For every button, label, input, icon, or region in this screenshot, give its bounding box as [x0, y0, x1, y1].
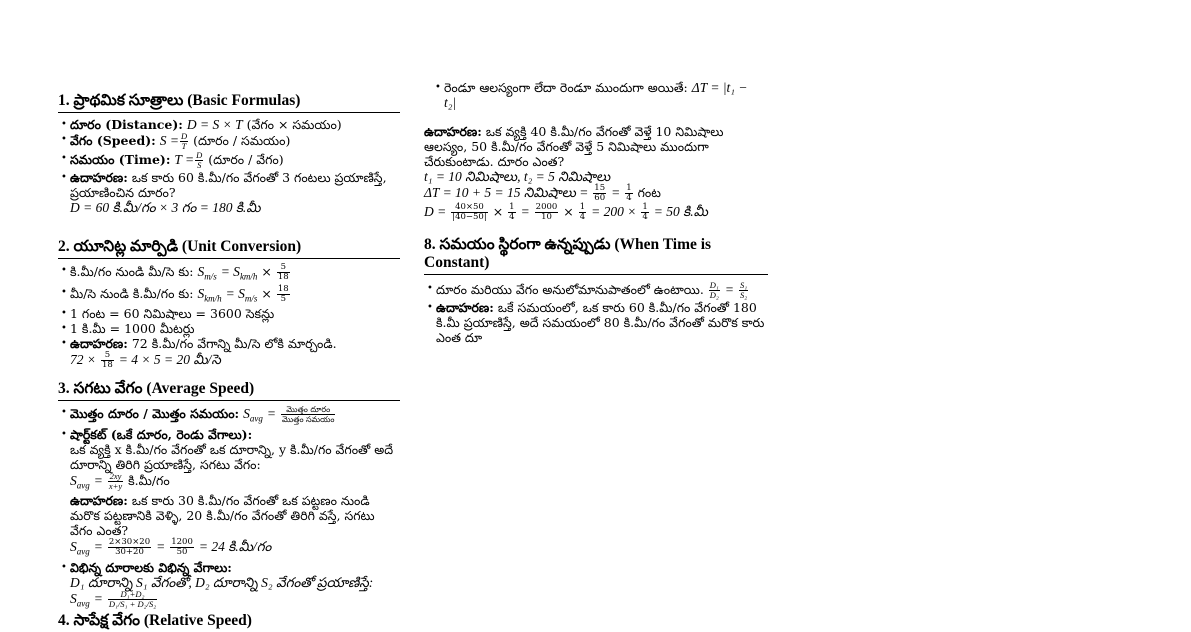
- formula-list: [58, 117, 400, 215]
- section-relative-speed: [58, 612, 400, 632]
- fraction: $\frac{5}{18}$: [277, 262, 289, 282]
- list-item: • విభిన్న దూరాలకు విభిన్న వేగాలు: D₁ దూరాన్ని S₁ వేగంతో, D₂ దూరాన్ని S₂ వేగంతో ప్రయాణిస్తే: $S_{avg}$ = $\frac{\text{D₁+D₂}}{\text{D₁/S₁ + D₂/S₂}}$: [70, 560, 400, 612]
- list-item: • దూరం మరియు వేగం అనులోమానుపాతంలో ఉంటాయి. $\frac{\text{D₁}}{\text{D₂}}$ = $\frac{\text{S₁}}{\text{S₂}}$: [436, 281, 768, 300]
- list-item: • కి.మీ/గం నుండి మీ/సె కు: $S_{m/s} = S_{km/h}$ × $\frac{5}{18}$: [70, 263, 400, 285]
- conversion-list: [58, 263, 400, 370]
- list-item: • సమయం (Time): T = $\frac{D}{S}$ (దూరం / వేగం): [70, 151, 400, 170]
- fraction: $\frac{\text{S₁}}{\text{S₂}}$: [739, 280, 748, 300]
- list-item: • రెండూ ఆలస్యంగా లేదా రెండూ ముందుగా అయితే: ΔT = |t₁ − t₂|: [444, 80, 768, 110]
- section-unit-conversion: [58, 238, 400, 380]
- fraction: $\frac{2000}{10}$: [535, 202, 558, 222]
- section-constant-time: [424, 236, 768, 345]
- list-item: • షార్ట్‌కట్ (ఒకే దూరం, రెండు వేగాలు): ఒక వ్యక్తి x కి.మీ/గం వేగంతో ఒక దూరాన్ని, y కి.మీ/గం వేగంతో అదే దూరాన్ని తిరిగి ప్రయాణిస్తే, సగటు వేగం: $S_{avg}$ = $\frac{2xy}{x+y}$ కి.మీ/గం ఉదాహరణ: ఒక కారు 30 కి.మీ/గం వేగంతో ఒక పట్టణం నుండి మరొక పట్టణానికి వెళ్ళి, 20 కి.మీ/గం వేగంతో తిరిగి వస్తే, సగటు వేగం ఎంత? $S_{avg}$ = $\frac{2\times 30\times 20}{30+20}$ = $\frac{1200}{50}$ = 24 కి.మీ/గం: [70, 427, 400, 560]
- constant-time-list: [424, 281, 768, 345]
- section-title: 2. యూనిట్ల మార్పిడి (Unit Conversion): [58, 238, 400, 259]
- list-item-example: • ఉదాహరణ: ఒకే సమయంలో, ఒక కారు 60 కి.మీ/గం వేగంతో 180 కి.మీ ప్రయాణిస్తే, అదే సమయంలో 80 కి.మీ/గం వేగంతో మరొక కారు ఎంత దూ: [436, 300, 768, 345]
- fraction: $\frac{2\times 30\times 20}{30+20}$: [108, 537, 151, 557]
- fraction: $\frac{1200}{50}$: [171, 537, 193, 557]
- delay-list: [424, 80, 768, 110]
- fraction: మొత్తం దూరం మొత్తం సమయం: [281, 405, 335, 424]
- fraction: $\frac{1}{4}$: [509, 202, 515, 222]
- fraction: $\frac{\text{D₁}}{\text{D₂}}$: [709, 280, 719, 300]
- list-item: • 1 గంట = 60 నిమిషాలు = 3600 సెకన్లు: [70, 306, 400, 321]
- section-average-speed: [58, 380, 400, 608]
- fraction: $\frac{1}{4}$: [626, 183, 632, 203]
- section-title: 1. ప్రాథమిక సూత్రాలు (Basic Formulas): [58, 92, 400, 113]
- fraction: $\frac{D}{S}$: [196, 150, 203, 170]
- list-item-example: • ఉదాహరణ: 72 కి.మీ/గం వేగాన్ని మీ/సె లోకి మార్చండి. 72 × $\frac{5}{18}$ = 4 × 5 = 20 మీ/సె: [70, 336, 400, 370]
- section-delay-tail: [424, 80, 768, 222]
- list-item: • వేగం (Speed): S = $\frac{D}{T}$ (దూరం / సమయం): [70, 132, 400, 151]
- section-title: 3. సగటు వేగం (Average Speed): [58, 380, 400, 401]
- section-basic-formulas: [58, 92, 400, 238]
- average-speed-list: [58, 405, 400, 611]
- fraction: $\frac{1}{4}$: [642, 202, 648, 222]
- list-item: • మీ/సె నుండి కి.మీ/గం కు: $S_{km/h} = S_{m/s}$ × $\frac{18}{5}$: [70, 285, 400, 307]
- list-item: • దూరం (Distance): D = S × T (వేగం × సమయం): [70, 117, 400, 132]
- left-column: [58, 92, 400, 632]
- right-column: [424, 80, 768, 345]
- fraction: $\frac{\text{D₁+D₂}}{\text{D₁/S₁ + D₂/S₂}}$: [108, 588, 157, 609]
- fraction: $\frac{18}{5}$: [277, 283, 289, 304]
- list-item: • మొత్తం దూరం / మొత్తం సమయం: $S_{avg}$ = మొత్తం దూరం మొత్తం సమయం: [70, 405, 400, 427]
- fraction: $\frac{2xy}{x+y}$: [108, 470, 123, 491]
- fraction: $\frac{1}{4}$: [579, 202, 586, 222]
- section-title: 8. సమయం స్థిరంగా ఉన్నప్పుడు (When Time is Constant): [424, 236, 768, 275]
- fraction: $\frac{5}{18}$: [101, 350, 113, 370]
- example-block: ఉదాహరణ: ఒక వ్యక్తి 40 కి.మీ/గం వేగంతో వెళ్తే 10 నిమిషాలు ఆలస్యం, 50 కి.మీ/గం వేగంతో వెళ్తే 5 నిమిషాలు ముందుగా చేరుకుంటాడు. దూరం ఎంత? t₁ = 10 నిమిషాలు, t₂ = 5 నిమిషాలు ΔT = 10 + 5 = 15 నిమిషాలు = $\frac{15}{60}$ = $\frac{1}{4}$ గంట D = $\frac{40\times 50}{|40-50|}$ × $\frac{1}{4}$ = $\frac{2000}{10}$ × $\frac{1}{4}$ = 200 × $\frac{1}{4}$ = 50 కి.మీ: [424, 124, 724, 222]
- fraction: $\frac{40\times 50}{|40-50|}$: [452, 202, 487, 222]
- list-item-example: • ఉదాహరణ: ఒక కారు 60 కి.మీ/గం వేగంతో 3 గంటలు ప్రయాణిస్తే, ప్రయాణించిన దూరం? D = 60 కి.మీ/గం × 3 గం = 180 కి.మీ: [70, 170, 400, 215]
- fraction: $\frac{15}{60}$: [594, 183, 606, 203]
- fraction: $\frac{D}{T}$: [180, 131, 188, 151]
- list-item: • 1 కి.మీ = 1000 మీటర్లు: [70, 321, 400, 336]
- section-title: 4. సాపేక్ష వేగం (Relative Speed): [58, 612, 252, 629]
